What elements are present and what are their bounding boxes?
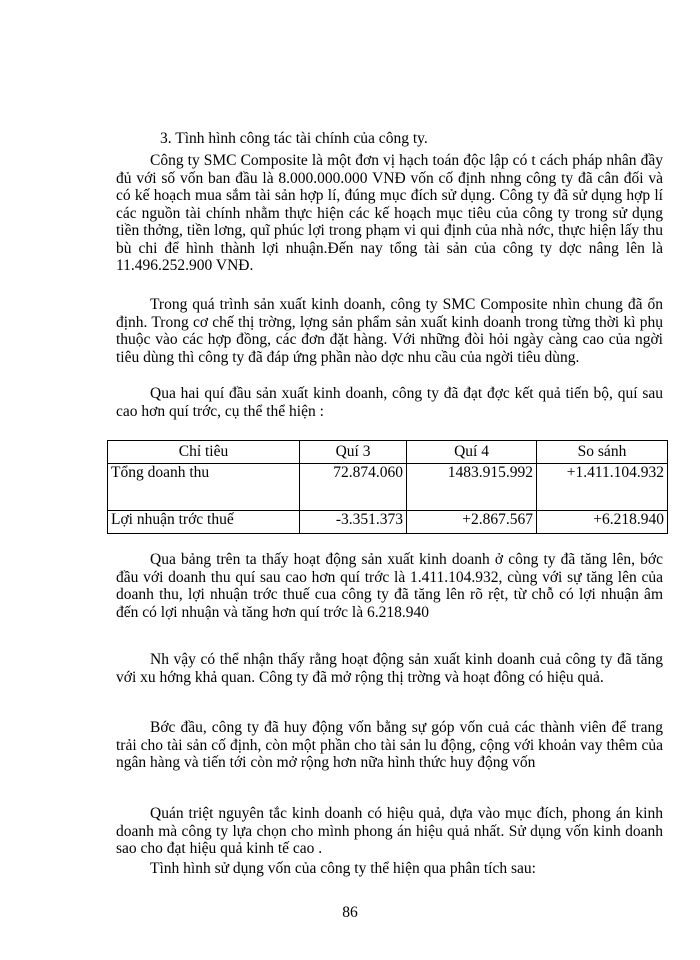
paragraph-capital-usage: Tình hình sử dụng vốn của công ty thể hiện qua phân tích sau: [150,860,536,877]
table-header-row [108,441,668,464]
paragraph-company-overview: Công ty SMC Composite là một đơn vị hạch toán độc lập có t cách pháp nhân đầy đủ với số vốn ban đầu là 8.000.000.000 VNĐ vốn cố định nhng công ty đã cân đối và có kế hoạch mua sắm tài sản hợp lí, đúng mục đích sử dụng. Công ty đã sử dụng hợp lí các nguồn tài chính nhằm thực hiện các kế hoạch mục tiêu của công ty trong sử dụng tiền thởng, tiền lơng, quĩ phúc lợi trong phạm vi qui định của nhà nớc, thực hiện lấy thu bù chi để hình thành lợi nhuận.Đến nay tổng tài sản của công ty dợc nâng lên là 11.496.252.900 VNĐ. [116,152,663,274]
cell-q4: +2.867.567 [407,511,537,534]
paragraph-efficiency-principle: Quán triệt nguyên tắc kinh doanh có hiệu quả, dựa vào mục đích, phong án kinh doanh mà công ty lựa chọn cho mình phong án hiệu quả nhất. Sử dụng vốn kinh doanh sao cho đạt hiệu quả kinh tế cao . [116,805,663,857]
table-row [108,511,668,534]
cell-diff: +1.411.104.932 [537,464,668,511]
header-q3: Quí 3 [300,441,407,464]
cell-diff: +6.218.940 [537,511,668,534]
row-label: Lợi nhuận trớc thuế [108,511,300,534]
row-label: Tổng doanh thu [108,464,300,511]
paragraph-growth-trend: Nh vậy có thể nhận thấy rằng hoạt động sản xuất kinh doanh cuả công ty đã tăng với xu hớng khả quan. Công ty đã mở rộng thị trờng và hoạt đông có hiệu quả. [116,651,663,686]
cell-q3: 72.874.060 [300,464,407,511]
header-indicator: Chỉ tiêu [108,441,300,464]
section-heading: 3. Tình hình công tác tài chính của công ty. [160,130,428,147]
header-q4: Quí 4 [407,441,537,464]
paragraph-capital-raising: Bớc đầu, công ty đã huy động vốn bằng sự góp vốn cuả các thành viên để trang trải cho tài sản cố định, còn một phần cho tài sản lu động, cộng với khoản vay thêm của ngân hàng và tiến tới còn mở rộng hơn nữa hình thức huy động vốn [116,719,663,771]
paragraph-production-status: Trong quá trình sản xuất kinh doanh, công ty SMC Composite nhìn chung đã ổn định. Trong cơ chế thị trờng, lợng sản phẩm sản xuất kinh doanh trong từng thời kì phụ thuộc vào các hợp đồng, các đơn đặt hàng. Với những đòi hỏi ngày càng cao của ngời tiêu dùng thì công ty đã đáp ứng phần nào dợc nhu cầu của ngời tiêu dùng. [116,296,663,366]
paragraph-table-intro: Qua hai quí đầu sản xuất kinh doanh, công ty đã đạt đợc kết quả tiến bộ, quí sau cao hơn quí trớc, cụ thể thể hiện : [116,385,663,420]
financial-results-table [107,440,668,534]
paragraph-table-analysis: Qua bảng trên ta thấy hoạt động sản xuất kinh doanh ở công ty đã tăng lên, bớc đầu với doanh thu quí sau cao hơn quí trớc là 1.411.104.932, cùng với sự tăng lên của doanh thu, lợi nhuận trớc thuế cua công ty đã tăng lên rõ rệt, từ chỗ có lợi nhuận âm đến có lợi nhuận và tăng hơn quí trớc là 6.218.940 [116,551,663,621]
header-comparison: So sánh [537,441,668,464]
cell-q3: -3.351.373 [300,511,407,534]
page-number: 86 [342,904,358,921]
table-row [108,464,668,511]
cell-q4: 1483.915.992 [407,464,537,511]
